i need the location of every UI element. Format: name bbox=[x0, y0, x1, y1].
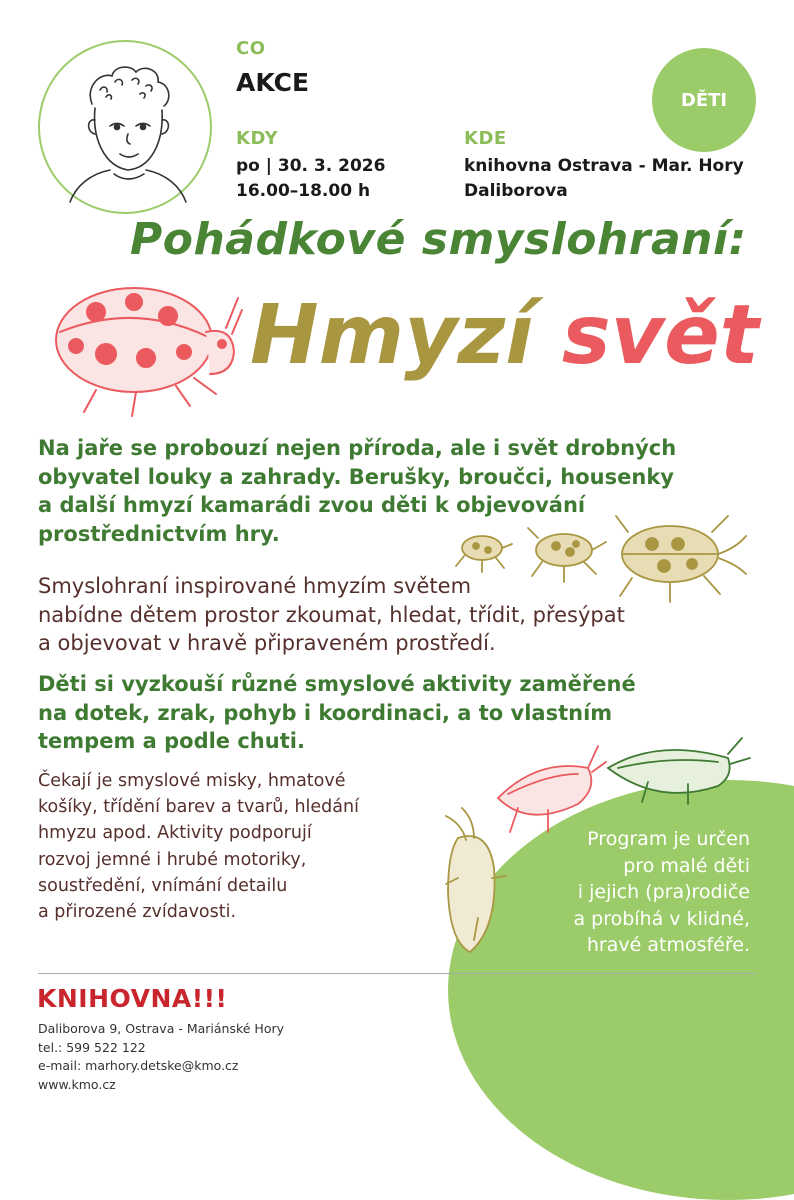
fourth-line: košíky, třídění barev a tvarů, hledání bbox=[38, 797, 359, 818]
third-line: na dotek, zrak, pohyb i koordinaci, a to vlastním bbox=[38, 700, 613, 725]
program-line: Program je určen bbox=[587, 828, 750, 850]
ladybug-illustration bbox=[36, 262, 246, 422]
co-label: CO bbox=[236, 38, 266, 59]
event-date-line: po | 30. 3. 2026 bbox=[236, 156, 386, 176]
event-place-line2: Daliborova bbox=[464, 181, 568, 201]
title-word-hmyzi: Hmyzí bbox=[250, 288, 534, 383]
title-line1: Pohádkové smyslohraní: bbox=[130, 214, 747, 265]
kde-label: KDE bbox=[464, 128, 507, 149]
third-line: Děti si vyzkouší různé smyslové aktivity zaměřené bbox=[38, 672, 636, 696]
event-place-line1: knihovna Ostrava - Mar. Hory bbox=[464, 156, 744, 176]
fourth-line: Čekají je smyslové misky, hmatové bbox=[38, 771, 346, 791]
intro-line: Na jaře se probouzí nejen příroda, ale i svět drobných bbox=[38, 436, 677, 460]
footer-contact bbox=[38, 1020, 284, 1094]
program-line: pro malé děti bbox=[623, 854, 750, 877]
footer-divider bbox=[38, 973, 756, 974]
second-line: Smyslohraní inspirované hmyzím světem bbox=[38, 574, 472, 598]
event-time-line: 16.00–18.00 h bbox=[236, 181, 371, 201]
fourth-line: soustředění, vnímání detailu bbox=[38, 875, 288, 896]
event-date bbox=[236, 154, 385, 204]
child-portrait-avatar bbox=[38, 40, 212, 214]
footer-phone: tel.: 599 522 122 bbox=[38, 1039, 146, 1055]
fourth-line: rozvoj jemné i hrubé motoriky, bbox=[38, 849, 307, 870]
event-place bbox=[464, 154, 744, 204]
program-line: a probíhá v klidné, bbox=[573, 907, 750, 930]
intro-line: prostřednictvím hry. bbox=[38, 521, 280, 546]
footer-web[interactable]: www.kmo.cz bbox=[38, 1076, 116, 1092]
event-type: AKCE bbox=[236, 68, 310, 97]
program-note bbox=[490, 826, 750, 959]
fourth-line: hmyzu apod. Aktivity podporují bbox=[38, 823, 312, 844]
fourth-line: a přirozené zvídavosti. bbox=[38, 902, 237, 923]
second-paragraph bbox=[38, 572, 625, 658]
second-line: a objevovat v hravě připraveném prostředí. bbox=[38, 631, 496, 655]
program-line: hravé atmosféře. bbox=[586, 934, 750, 956]
fourth-paragraph bbox=[38, 768, 359, 925]
footer-email[interactable]: e-mail: marhory.detske@kmo.cz bbox=[38, 1058, 239, 1073]
title-word-svet: svět bbox=[561, 288, 759, 383]
second-line: nabídne dětem prostor zkoumat, hledat, třídit, přesýpat bbox=[38, 602, 625, 627]
footer-address: Daliborova 9, Ostrava - Mariánské Hory bbox=[38, 1021, 285, 1036]
child-face-drawing bbox=[40, 42, 210, 212]
title-line2 bbox=[250, 288, 759, 383]
intro-line: obyvatel louky a zahrady. Berušky, broučci, housenky bbox=[38, 464, 674, 489]
third-line: tempem a podle chuti. bbox=[38, 729, 305, 753]
kdy-label: KDY bbox=[236, 128, 279, 149]
program-line: i jejich (pra)rodiče bbox=[577, 881, 750, 903]
library-logo: KNIHOVNA!!! bbox=[37, 984, 228, 1013]
intro-line: a další hmyzí kamarádi zvou děti k objevování bbox=[38, 493, 586, 517]
audience-badge: DĚTI bbox=[652, 48, 756, 152]
